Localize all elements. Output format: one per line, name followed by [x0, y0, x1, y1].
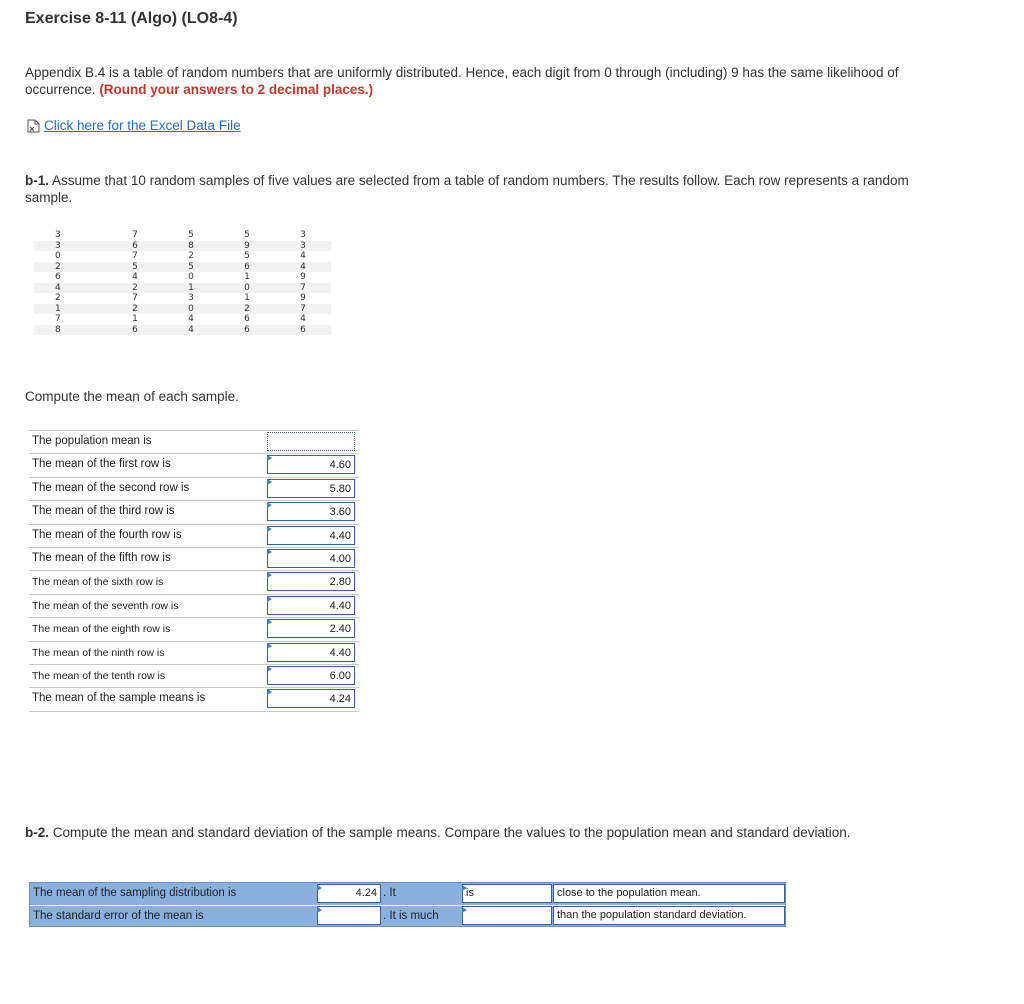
intro-text: Appendix B.4 is a table of random numbers that are uniformly distributed. Hence, each digit from 0 through (including) 9 has the same likelihood of occurrence. — [25, 65, 899, 97]
sample-row — [34, 304, 331, 315]
sample-row — [34, 293, 331, 304]
sample-cell: 6 — [107, 241, 163, 252]
sample-cell: 1 — [132, 314, 138, 325]
sample-row — [34, 262, 331, 273]
answer-label: The mean of the second row is — [32, 481, 190, 494]
answer-marker-icon — [267, 502, 272, 508]
sample-cell: 5 — [107, 262, 163, 273]
row-mean-input[interactable]: 2.40 — [267, 619, 355, 638]
sample-cell: 9 — [300, 272, 306, 283]
sampling-mean-compare-select[interactable]: is — [462, 884, 552, 903]
row-mean-input[interactable]: 5.80 — [267, 479, 355, 498]
sample-cell: 1 — [163, 283, 219, 294]
answer-row — [29, 618, 359, 641]
answer-row — [29, 454, 359, 477]
sample-cell: 6 — [55, 272, 61, 283]
page-title: Exercise 8-11 (Algo) (LO8-4) — [25, 10, 238, 27]
sample-cell: 5 — [244, 230, 250, 241]
sample-row — [34, 325, 331, 336]
sample-cell: 4 — [132, 272, 138, 283]
sample-cell: 5 — [244, 251, 250, 262]
sample-cell: 0 — [188, 272, 194, 283]
row-mean-input[interactable]: 4.40 — [267, 643, 355, 662]
excel-link-text: Click here for the Excel Data File — [44, 118, 241, 133]
b2-label: b-2. — [25, 825, 50, 840]
sample-cell: 2 — [188, 251, 194, 262]
answer-marker-icon — [267, 666, 272, 672]
sample-cell: 0 — [163, 304, 219, 315]
b2-text: Compute the mean and standard deviation of the sample means. Compare the values to the population mean and standard deviation. — [52, 825, 851, 840]
answer-label: The mean of the eighth row is — [32, 623, 171, 636]
answer-label: The mean of the seventh row is — [32, 599, 179, 612]
answer-row — [29, 688, 359, 711]
question-b1 — [25, 172, 925, 206]
sampling-distribution-grid — [29, 882, 786, 927]
answer-row — [29, 478, 359, 501]
sample-row — [34, 251, 331, 262]
sample-cell: 7 — [275, 304, 331, 315]
sample-cell: 1 — [244, 293, 250, 304]
answer-marker-icon — [267, 479, 272, 485]
row-mean-input[interactable]: 4.40 — [267, 526, 355, 545]
answer-label: The mean of the sixth row is — [32, 576, 164, 589]
excel-file-icon — [27, 119, 40, 133]
sample-cell: 5 — [163, 262, 219, 273]
compare-select-2-marker-icon — [462, 907, 467, 913]
answer-label: The mean of the third row is — [32, 505, 175, 518]
sample-cell: 3 — [34, 241, 107, 252]
answer-marker-icon — [267, 689, 272, 695]
answer-marker-icon — [267, 643, 272, 649]
question-b2 — [25, 824, 925, 841]
answer-row — [29, 501, 359, 524]
sample-cell: 9 — [219, 241, 275, 252]
excel-data-link[interactable] — [27, 118, 241, 133]
sample-cell: 6 — [219, 325, 275, 336]
row-mean-input[interactable]: 4.60 — [267, 455, 355, 474]
sample-row — [34, 283, 331, 294]
answer-label: The mean of the first row is — [32, 458, 171, 471]
sample-cell: 1 — [34, 304, 107, 315]
sample-cell: 6 — [107, 325, 163, 336]
sampling-mean-label: The mean of the sampling distribution is — [33, 887, 237, 899]
sample-cell: 7 — [275, 283, 331, 294]
b1-text: Assume that 10 random samples of five values are selected from a table of random numbers. The results follow. Each row represents a random sample. — [25, 173, 909, 205]
sample-cell: 8 — [163, 241, 219, 252]
sample-cell: 0 — [55, 251, 61, 262]
sample-cell: 7 — [55, 314, 61, 325]
intro-paragraph — [25, 64, 955, 98]
sampling-mean-it-text: . It — [383, 887, 396, 899]
round-note: (Round your answers to 2 decimal places.) — [99, 82, 374, 97]
answer-row — [29, 665, 359, 688]
answer-label: The mean of the tenth row is — [32, 669, 166, 682]
answer-row — [29, 525, 359, 548]
sample-cell: 4 — [300, 314, 306, 325]
sample-cell: 9 — [300, 293, 306, 304]
sample-cell: 4 — [188, 314, 194, 325]
sample-row — [34, 230, 331, 241]
sample-cell: 7 — [132, 251, 138, 262]
sample-cell: 4 — [163, 325, 219, 336]
sample-cell: 4 — [34, 283, 107, 294]
answer-row — [29, 430, 359, 454]
answer-label: The mean of the sample means is — [32, 692, 206, 705]
answer-marker-icon — [267, 455, 272, 461]
sample-cell: 1 — [244, 272, 250, 283]
sample-cell: 4 — [300, 251, 306, 262]
sample-cell: 6 — [275, 325, 331, 336]
sampling-mean-input[interactable]: 4.24 — [317, 884, 381, 903]
sample-cell: 7 — [132, 230, 138, 241]
sample-cell: 5 — [188, 230, 194, 241]
sample-cell: 3 — [300, 230, 306, 241]
sample-row — [34, 272, 331, 283]
sample-cell: 2 — [55, 293, 61, 304]
sample-cell: 6 — [219, 262, 275, 273]
sample-cell: 2 — [34, 262, 107, 273]
standard-error-it-text: . It is much — [383, 910, 439, 922]
answer-row — [29, 642, 359, 665]
population-sd-comparison: than the population standard deviation. — [553, 906, 785, 925]
answer-marker-icon — [267, 526, 272, 532]
sample-row — [34, 314, 331, 325]
sample-cell: 2 — [219, 304, 275, 315]
sample-row — [34, 241, 331, 252]
sample-cell: 4 — [275, 262, 331, 273]
compare-select-marker-icon — [462, 885, 467, 891]
compute-instruction: Compute the mean of each sample. — [25, 389, 239, 404]
sample-cell: 3 — [275, 241, 331, 252]
means-answer-table — [29, 430, 359, 712]
answer-row — [29, 548, 359, 571]
answer-label: The mean of the ninth row is — [32, 646, 165, 659]
sample-cell: 6 — [244, 314, 250, 325]
sample-cell: 3 — [55, 230, 61, 241]
standard-error-compare-select[interactable] — [462, 906, 552, 925]
answer-row — [29, 595, 359, 618]
standard-error-input[interactable] — [317, 906, 381, 925]
sampling-mean-marker-icon — [317, 885, 322, 891]
standard-error-label: The standard error of the mean is — [33, 910, 204, 922]
answer-label: The mean of the fifth row is — [32, 551, 171, 564]
sample-cell: 7 — [132, 293, 138, 304]
row-mean-input[interactable]: 2.80 — [267, 572, 355, 591]
row-mean-input[interactable]: 4.40 — [267, 596, 355, 615]
answer-marker-icon — [267, 596, 272, 602]
answer-label: The mean of the fourth row is — [32, 528, 182, 541]
answer-label: The population mean is — [32, 435, 152, 447]
random-samples-table — [34, 230, 331, 335]
answer-marker-icon — [267, 619, 272, 625]
population-mean-input[interactable] — [267, 432, 355, 451]
sample-cell: 2 — [107, 304, 163, 315]
sample-cell: 0 — [219, 283, 275, 294]
answer-marker-icon — [267, 572, 272, 578]
row-mean-input[interactable]: 4.00 — [267, 549, 355, 568]
sample-cell: 2 — [107, 283, 163, 294]
answer-row — [29, 571, 359, 594]
row-mean-input[interactable]: 3.60 — [267, 502, 355, 521]
population-mean-comparison: close to the population mean. — [553, 884, 785, 903]
row-mean-input[interactable]: 4.24 — [267, 689, 355, 708]
sample-cell: 8 — [34, 325, 107, 336]
answer-marker-icon — [267, 549, 272, 555]
sample-cell: 3 — [188, 293, 194, 304]
b1-label: b-1. — [25, 173, 50, 188]
standard-error-marker-icon — [317, 907, 322, 913]
row-mean-input[interactable]: 6.00 — [267, 666, 355, 685]
